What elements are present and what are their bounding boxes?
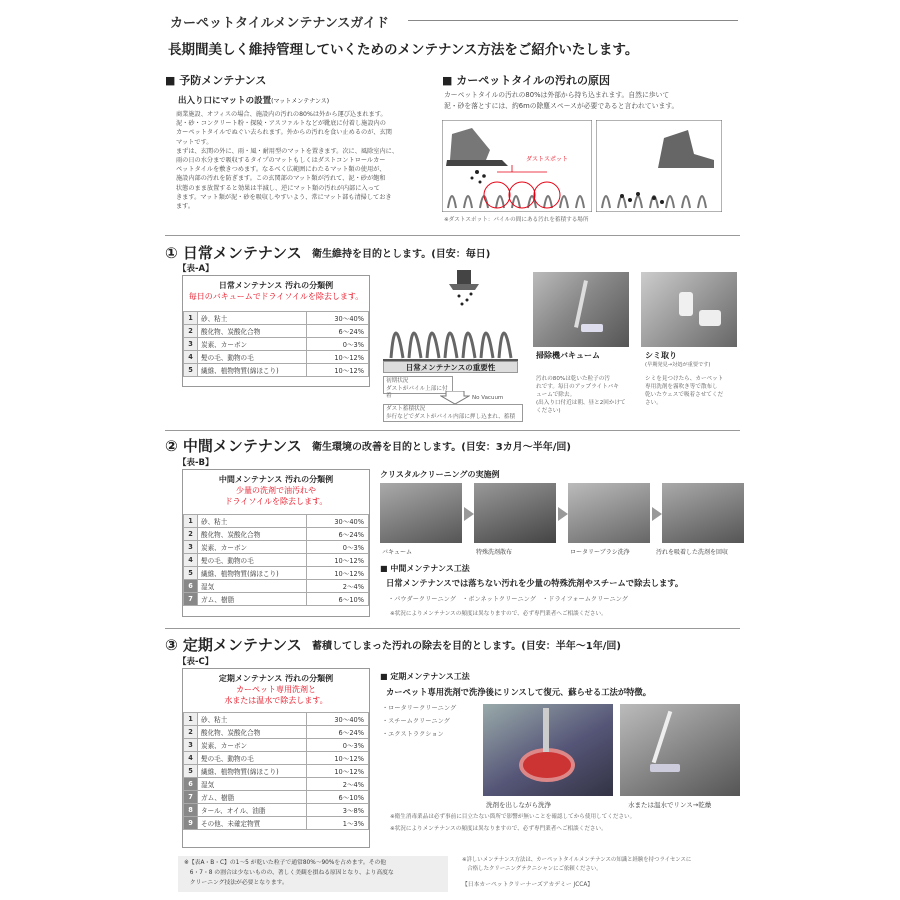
table-row: [184, 752, 369, 765]
page-title: カーペットタイルメンテナンスガイド: [170, 16, 389, 31]
daily-card-title: 日常メンテナンス 汚れの分類例: [218, 281, 334, 290]
interim-method-heading: ■ 中間メンテナンス工法: [380, 564, 470, 573]
step-photo-2: [474, 483, 556, 543]
row-percent: 0〜3%: [307, 739, 369, 752]
interim-table: [183, 514, 369, 606]
prevent-body-line: きます。マット類が泥・砂を吸収しやすいよう、常にマット部も清掃しておき: [176, 193, 392, 201]
row-percent: 10〜12%: [307, 364, 369, 377]
periodic-note-2: ※状況によりメンテナンスの頻度は異なりますので、必ず専門業者へご相談ください。: [390, 826, 607, 832]
table-row: [184, 325, 369, 338]
stain-photo: [641, 272, 737, 347]
no-vacuum-label: No Vacuum: [472, 395, 504, 401]
periodic-card: [182, 668, 370, 848]
row-item: 砂、粘土: [198, 312, 307, 325]
prevent-body-line: 泥・砂・コンクリート粉・探陵・アスファルトなどが靴底に付着し施設内の: [176, 120, 386, 128]
stain-text: [645, 375, 740, 407]
table-row: [184, 593, 369, 606]
daily-table-label: 【表-A】: [178, 264, 214, 274]
row-percent: 6〜24%: [307, 325, 369, 338]
periodic-title: ③ 定期メンテナンス: [165, 636, 302, 654]
interim-methods: ・パウダークリーニング ・ボンネットクリーニング ・ドライフォームクリーニング: [388, 596, 628, 603]
row-number: 5: [184, 765, 198, 778]
step-arrow-icon: [652, 507, 662, 521]
periodic-table-label: 【表-C】: [178, 657, 214, 667]
prevent-body-line: マットです。: [176, 138, 213, 146]
table-row: [184, 338, 369, 351]
row-number: 2: [184, 726, 198, 739]
vacuum-text-line: ュームで除去。: [536, 392, 576, 398]
periodic-methods: [382, 702, 456, 741]
prevent-body-line: まずは、玄関の外に、雨・風・耐用型のマットを置きます。次に、風除室内に、: [176, 147, 399, 155]
row-item: 炭素、カーボン: [198, 338, 307, 351]
row-number: 8: [184, 804, 198, 817]
daily-desc: 衛生維持を目的とします。(目安：毎日): [312, 249, 491, 260]
row-percent: 10〜12%: [307, 567, 369, 580]
table-row: [184, 364, 369, 377]
vacuum-text-line: 汚れの80%は乾いた粒子の汚: [536, 376, 610, 382]
row-percent: 10〜12%: [307, 765, 369, 778]
daily-title: ① 日常メンテナンス: [165, 244, 302, 262]
prevent-body-line: 施設内部の汚れを防ぎます。この玄関部のマット類が汚れて、泥・砂が飽和: [176, 175, 386, 183]
row-percent: 30〜40%: [307, 515, 369, 528]
row-number: 2: [184, 325, 198, 338]
table-row: [184, 726, 369, 739]
table-row: [184, 817, 369, 830]
periodic-desc: 蓄積してしまった汚れの除去を目的とします。(目安：半年〜1年/回): [312, 641, 621, 652]
row-item: 炭素、カーボン: [198, 541, 307, 554]
row-percent: 6〜10%: [307, 593, 369, 606]
row-number: 9: [184, 817, 198, 830]
row-item: 湿気: [198, 778, 307, 791]
daily-diagram: [383, 270, 518, 362]
shoe-dust-illustration: [442, 120, 592, 212]
vacuum-caption: 掃除機バキューム: [536, 351, 600, 360]
row-item: 酸化物、炭酸化合物: [198, 325, 307, 338]
step-label-1: バキューム: [382, 549, 413, 556]
row-number: 3: [184, 338, 198, 351]
rinse-photo: [620, 704, 740, 796]
table-row: [184, 804, 369, 817]
title-rule: [408, 20, 738, 21]
footer-right-line: ※詳しいメンテナンス方法は、カーペットタイルメンテナンスの知識と経験を持つライセンスに: [462, 857, 692, 863]
stain-text-line: さい。: [645, 400, 662, 406]
step-photo-3: [568, 483, 650, 543]
divider-3: [165, 628, 740, 629]
table-row: [184, 567, 369, 580]
row-item: 湿気: [198, 580, 307, 593]
vacuum-text-line: れです。毎日のアップライトバキ: [536, 384, 619, 390]
vacuum-photo: [533, 272, 629, 347]
rotary-photo: [483, 704, 613, 796]
stain-small: (早期発見→対処が重要です): [645, 362, 711, 368]
cause-heading: ■ カーペットタイルの汚れの原因: [442, 74, 611, 87]
row-number: 7: [184, 593, 198, 606]
vacuum-text-line: (出入り口付近は朝、昼と2回かけて: [536, 400, 626, 406]
interim-note: ※状況によりメンテナンスの頻度は異なりますので、必ず専門業者へご相談ください。: [390, 611, 607, 617]
prevent-body-line: 状態のまま放置すると効果は半減し、逆にマット類の汚れが内部に入って: [176, 184, 380, 192]
vacuum-text-line: ください): [536, 408, 561, 414]
step-label-3: ロータリーブラシ洗浄: [570, 549, 630, 556]
interim-card-title: 中間メンテナンス 汚れの分類例: [218, 475, 334, 484]
crystal-example-title: クリスタルクリーニングの実施例: [380, 470, 500, 479]
crystal-steps: [380, 483, 740, 543]
vacuum-text: [536, 375, 636, 415]
periodic-method-item: ・スチームクリーニング: [382, 718, 450, 725]
row-percent: 1〜3%: [307, 817, 369, 830]
row-percent: 10〜12%: [307, 554, 369, 567]
row-number: 6: [184, 580, 198, 593]
periodic-card-title: 定期メンテナンス 汚れの分類例: [218, 674, 334, 683]
row-item: 炭素、カーボン: [198, 739, 307, 752]
row-number: 6: [184, 778, 198, 791]
table-row: [184, 528, 369, 541]
rotary-caption: 洗剤を出しながら洗浄: [486, 801, 551, 809]
row-number: 3: [184, 541, 198, 554]
footer-note-line: ※【表A・B・C】の1〜5 が乾いた粒子で通常80%〜90%を占めます。その他: [184, 860, 387, 866]
periodic-card-red-1: カーペット専用洗剤と: [236, 685, 316, 694]
interim-card-red-2: ドライソイルを除去します。: [224, 497, 328, 506]
row-percent: 2〜4%: [307, 580, 369, 593]
row-item: ガム、樹脂: [198, 791, 307, 804]
interim-method-text: 日常メンテナンスでは落ちない汚れを少量の特殊洗剤やスチームで除去します。: [386, 578, 684, 588]
step-arrow-icon: [464, 507, 474, 521]
row-number: 5: [184, 364, 198, 377]
periodic-table: [183, 712, 369, 830]
row-item: 酸化物、炭酸化合物: [198, 726, 307, 739]
prevent-body: [176, 110, 438, 211]
prevent-body-line: ペットタイルを敷きつめます。なるべく広範囲にわたるマット類の使用が、: [176, 166, 386, 174]
dust-spot-label: ダストスポット: [526, 156, 568, 163]
row-number: 1: [184, 713, 198, 726]
row-percent: 6〜10%: [307, 791, 369, 804]
footer-right-note: [462, 856, 691, 874]
row-percent: 6〜24%: [307, 528, 369, 541]
daily-box2: ダスト蓄積状況 歩行などでダストがパイル内部に押し込まれ、蓄積: [383, 404, 523, 422]
row-item: 繊維、植物物質(綿ほこり): [198, 364, 307, 377]
row-number: 4: [184, 351, 198, 364]
row-percent: 10〜12%: [307, 351, 369, 364]
footer-note-line: 6・7・8 の割合は少ないものの、著しく美観を損ねる原因となり、より高度な: [184, 870, 394, 876]
daily-diagram-caption: 日常メンテナンスの重要性: [383, 361, 518, 373]
row-item: タール、オイル、油脂: [198, 804, 307, 817]
table-row: [184, 778, 369, 791]
row-percent: 30〜40%: [307, 312, 369, 325]
table-row: [184, 554, 369, 567]
row-number: 1: [184, 515, 198, 528]
step-photo-1: [380, 483, 462, 543]
periodic-note-1: ※衛生消毒業品は必ず事前に目立たない箇所で影響が無いことを確認してから使用してください。: [390, 814, 636, 820]
table-row: [184, 312, 369, 325]
row-number: 4: [184, 752, 198, 765]
row-item: その他、未確定物質: [198, 817, 307, 830]
table-row: [184, 739, 369, 752]
row-percent: 0〜3%: [307, 541, 369, 554]
row-item: 繊維、植物物質(綿ほこり): [198, 567, 307, 580]
daily-card-red: 毎日のバキュームでドライソイルを除去します。: [188, 292, 364, 301]
step-label-2: 特殊洗剤散布: [476, 549, 513, 556]
interim-desc: 衛生環境の改善を目的とします。(目安：3カ月〜半年/回): [312, 442, 571, 453]
periodic-method-text: カーペット専用洗剤で洗浄後にリンスして復元、蘇らせる工法が特徴。: [386, 687, 652, 697]
divider-2: [165, 430, 740, 431]
row-number: 1: [184, 312, 198, 325]
daily-box1: 初期状況 ダストがパイル上部に付着: [383, 376, 453, 394]
cause-footnote: ※ダストスポット：パイルの間にある汚れを蓄積する場所: [444, 217, 589, 223]
row-item: 髪の毛、動物の毛: [198, 752, 307, 765]
row-item: ガム、樹脂: [198, 593, 307, 606]
row-item: 砂、粘土: [198, 713, 307, 726]
interim-card-red-1: 少量の洗剤で油汚れや: [236, 486, 316, 495]
stain-text-line: シミを見つけたら、カーペット: [645, 376, 724, 382]
footer-note: [178, 856, 448, 892]
row-item: 髪の毛、動物の毛: [198, 351, 307, 364]
stain-text-line: 乾いたウェスで吸着させてくだ: [645, 392, 724, 398]
footer-org: 【日本カーペットクリーナーズアカデミー JCCA】: [462, 882, 594, 888]
table-row: [184, 765, 369, 778]
prevent-sub: 出入り口にマットの設置(マットメンテナンス): [178, 96, 330, 106]
row-percent: 10〜12%: [307, 752, 369, 765]
divider-1: [165, 235, 740, 236]
row-percent: 2〜4%: [307, 778, 369, 791]
prevent-body-line: 商業施設、オフィスの場合、施設内の汚れの80%は外から運び込まれます。: [176, 111, 387, 118]
periodic-method-heading: ■ 定期メンテナンス工法: [380, 672, 470, 681]
row-percent: 6〜24%: [307, 726, 369, 739]
prevent-heading: ■ 予防メンテナンス: [165, 74, 267, 87]
table-row: [184, 791, 369, 804]
rinse-caption: 水または温水でリンス→乾燥: [628, 801, 712, 809]
row-number: 7: [184, 791, 198, 804]
row-item: 繊維、植物物質(綿ほこり): [198, 765, 307, 778]
interim-card: [182, 469, 370, 617]
shoe-illustration: [596, 120, 722, 212]
prevent-body-line: ます。: [176, 203, 195, 211]
row-percent: 30〜40%: [307, 713, 369, 726]
arrow-down-icon: [440, 391, 470, 405]
step-arrow-icon: [558, 507, 568, 521]
footer-note-line: クリーニング技法が必要となります。: [184, 880, 288, 886]
prevent-body-line: カーペットタイルでぬぐい去られます。外からの汚れを食い止めるのが、玄関: [176, 129, 392, 137]
row-number: 3: [184, 739, 198, 752]
cause-text: カーペットタイルの汚れの80%は外部から持ち込まれます。自然に歩いて 泥・砂を落とすには、約6mの除塵スペースが必要であると言われています。: [444, 91, 679, 110]
daily-table: [183, 311, 369, 377]
row-number: 5: [184, 567, 198, 580]
table-row: [184, 713, 369, 726]
row-percent: 3〜8%: [307, 804, 369, 817]
stain-text-line: 専用洗剤を霧吹き等で散布し: [645, 384, 718, 390]
interim-table-label: 【表-B】: [178, 458, 214, 468]
periodic-method-item: ・ロータリークリーニング: [382, 705, 457, 712]
footer-right-line: 合格したクリーニングテクニシャンにご依頼ください。: [462, 866, 602, 872]
step-photo-4: [662, 483, 744, 543]
stain-caption: シミ取り: [645, 351, 677, 360]
interim-title: ② 中間メンテナンス: [165, 437, 302, 455]
table-row: [184, 580, 369, 593]
row-number: 2: [184, 528, 198, 541]
step-label-4: 汚れを吸着した洗剤を回収: [656, 549, 729, 556]
row-item: 髪の毛、動物の毛: [198, 554, 307, 567]
lead-text: 長期間美しく維持管理していくためのメンテナンス方法をご紹介いたします。: [168, 42, 639, 58]
row-item: 酸化物、炭酸化合物: [198, 528, 307, 541]
daily-card: [182, 275, 370, 387]
row-number: 4: [184, 554, 198, 567]
row-item: 砂、粘土: [198, 515, 307, 528]
table-row: [184, 515, 369, 528]
table-row: [184, 541, 369, 554]
row-percent: 0〜3%: [307, 338, 369, 351]
prevent-body-line: 雨の日の水分まで吸収するタイプのマットもしくはダストコントロールカー: [176, 157, 386, 165]
periodic-card-red-2: 水または温水で除去します。: [224, 696, 328, 705]
table-row: [184, 351, 369, 364]
periodic-method-item: ・エクストラクション: [382, 731, 444, 738]
